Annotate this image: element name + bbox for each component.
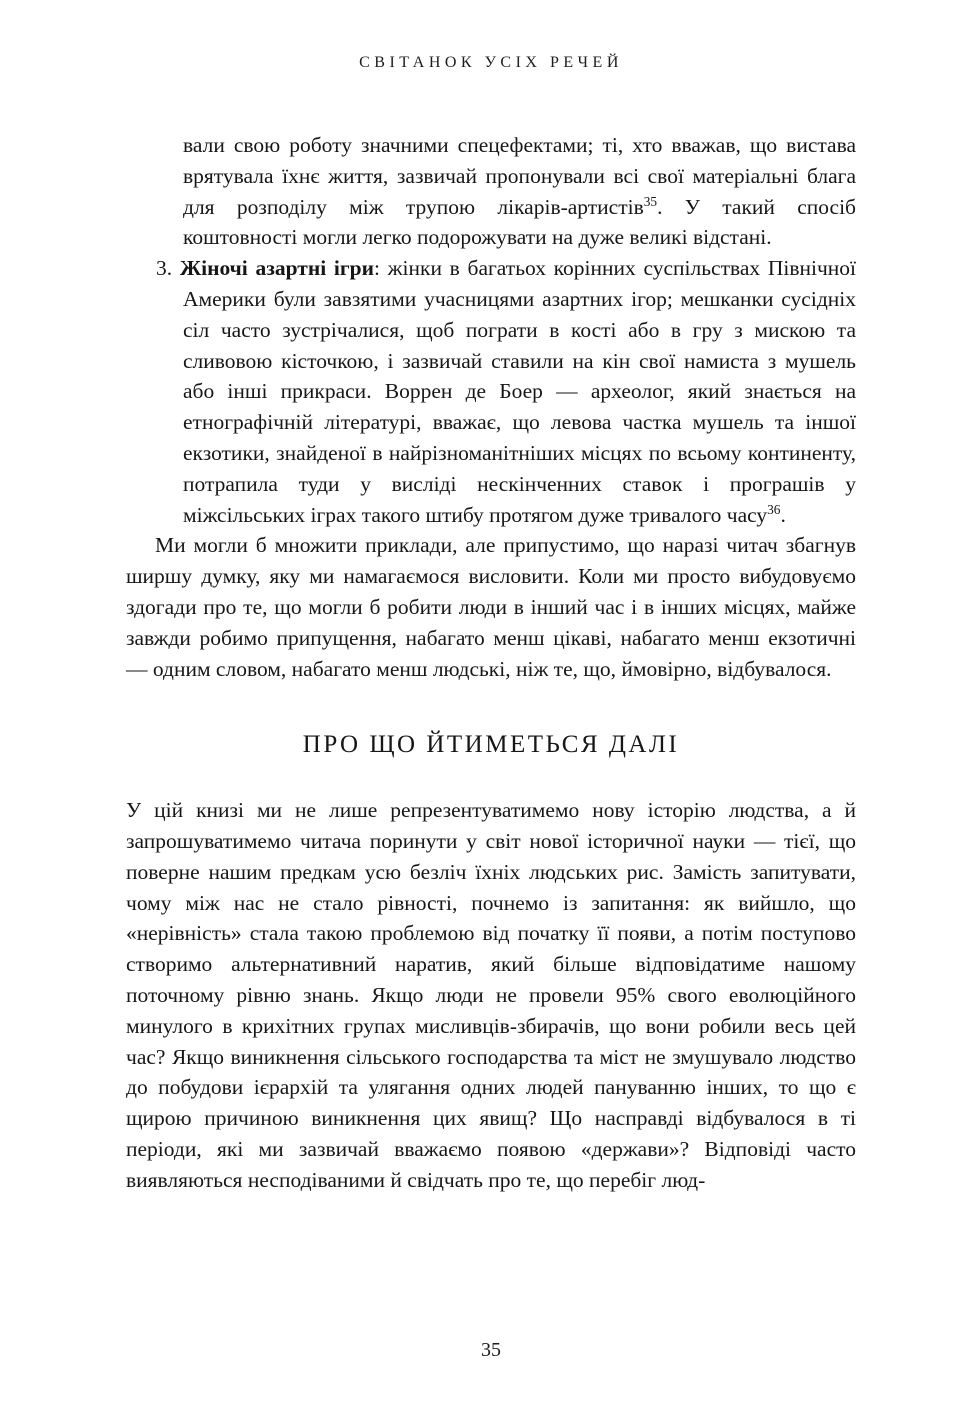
- list-item-number: 3.: [156, 256, 173, 281]
- text-block: [126, 130, 856, 1196]
- list-item-title: Жіночі азартні ігри: [179, 256, 374, 281]
- section-heading: ПРО ЩО ЙТИМЕТЬСЯ ДАЛІ: [302, 731, 680, 759]
- list-item-3: [156, 253, 857, 530]
- indented-block: [156, 130, 857, 530]
- paragraph-continuation-text: вали свою роботу значними спецефектами; ті, хто вважав, що вистава врятувала їхнє життя, зазвичай пропонували всі свої матеріальні блага для розподілу між трупою лікарів-артистів: [183, 133, 856, 219]
- footnote-reference-35: 35: [643, 193, 658, 209]
- paragraph-continuation-text-end: . У такий спосіб коштовності могли легко подорожувати на дуже великі відстані.: [183, 194, 856, 250]
- running-head: СВІТАНОК УСІХ РЕЧЕЙ: [359, 54, 623, 71]
- list-item-text: : жінки в багатьох корінних суспільствах Північної Америки були завзятими учасницями азартних ігор; мешканки сусідніх сіл часто зустрічалися, щоб пограти в кості або в гру з мискою та сливовою кісточкою, і зазвичай ставили на кін свої намиста з мушель або інші прикраси. Воррен де Боер — археолог, який знається на етнографічній літературі, вважає, що левова частка мушель та іншої екзотики, знайденої в найрізноманітніших місцях по всьому континенту, потрапила туди у висліді нескінченних ставок і програшів у міжсільських іграх такого штибу протягом дуже тривалого часу: [183, 256, 857, 527]
- list-item-text-end: .: [780, 502, 786, 527]
- page-number: 35: [481, 1339, 501, 1361]
- footnote-reference-36: 36: [767, 501, 781, 517]
- paragraph-summary: Ми могли б множити приклади, але припустимо, що наразі читач збагнув ширшу думку, яку ми намагаємося висловити. Коли ми просто вибудовуємо здогади про те, що могли б робити люди в інший час і в інших місцях, майже завжди робимо припущення, набагато менш цікаві, набагато менш екзотичні — одним словом, набагато менш людські, ніж те, що, ймовірно, відбувалося.: [126, 533, 856, 681]
- paragraph-continuation: [183, 130, 856, 253]
- paragraph-next-section: У цій книзі ми не лише репрезентуватимемо нову історію людства, а й запрошуватимемо читача поринути у світ нової історичної науки — тієї, що поверне нашим предкам усю безліч їхніх людських рис. Замість запитувати, чому між нас не стало рівності, почнемо із запитання: як вийшло, що «нерівність» стала такою проблемою від початку її появи, а потім поступово створимо альтернативний наратив, який більше відповідатиме нашому поточному рівню знань. Якщо люди не провели 95% свого еволюційного минулого в крихітних групах мисливців-збирачів, що вони робили весь цей час? Якщо виникнення сільського господарства та міст не змушувало людство до побудови ієрархій та улягання одних людей пануванню інших, то що є щирою причиною виникнення цих явищ? Що насправді відбувалося в ті періоди, які ми зазвичай вважаємо появою «держави»? Відповіді часто виявляються несподіваними й свідчать про те, що перебіг люд-: [126, 798, 856, 1192]
